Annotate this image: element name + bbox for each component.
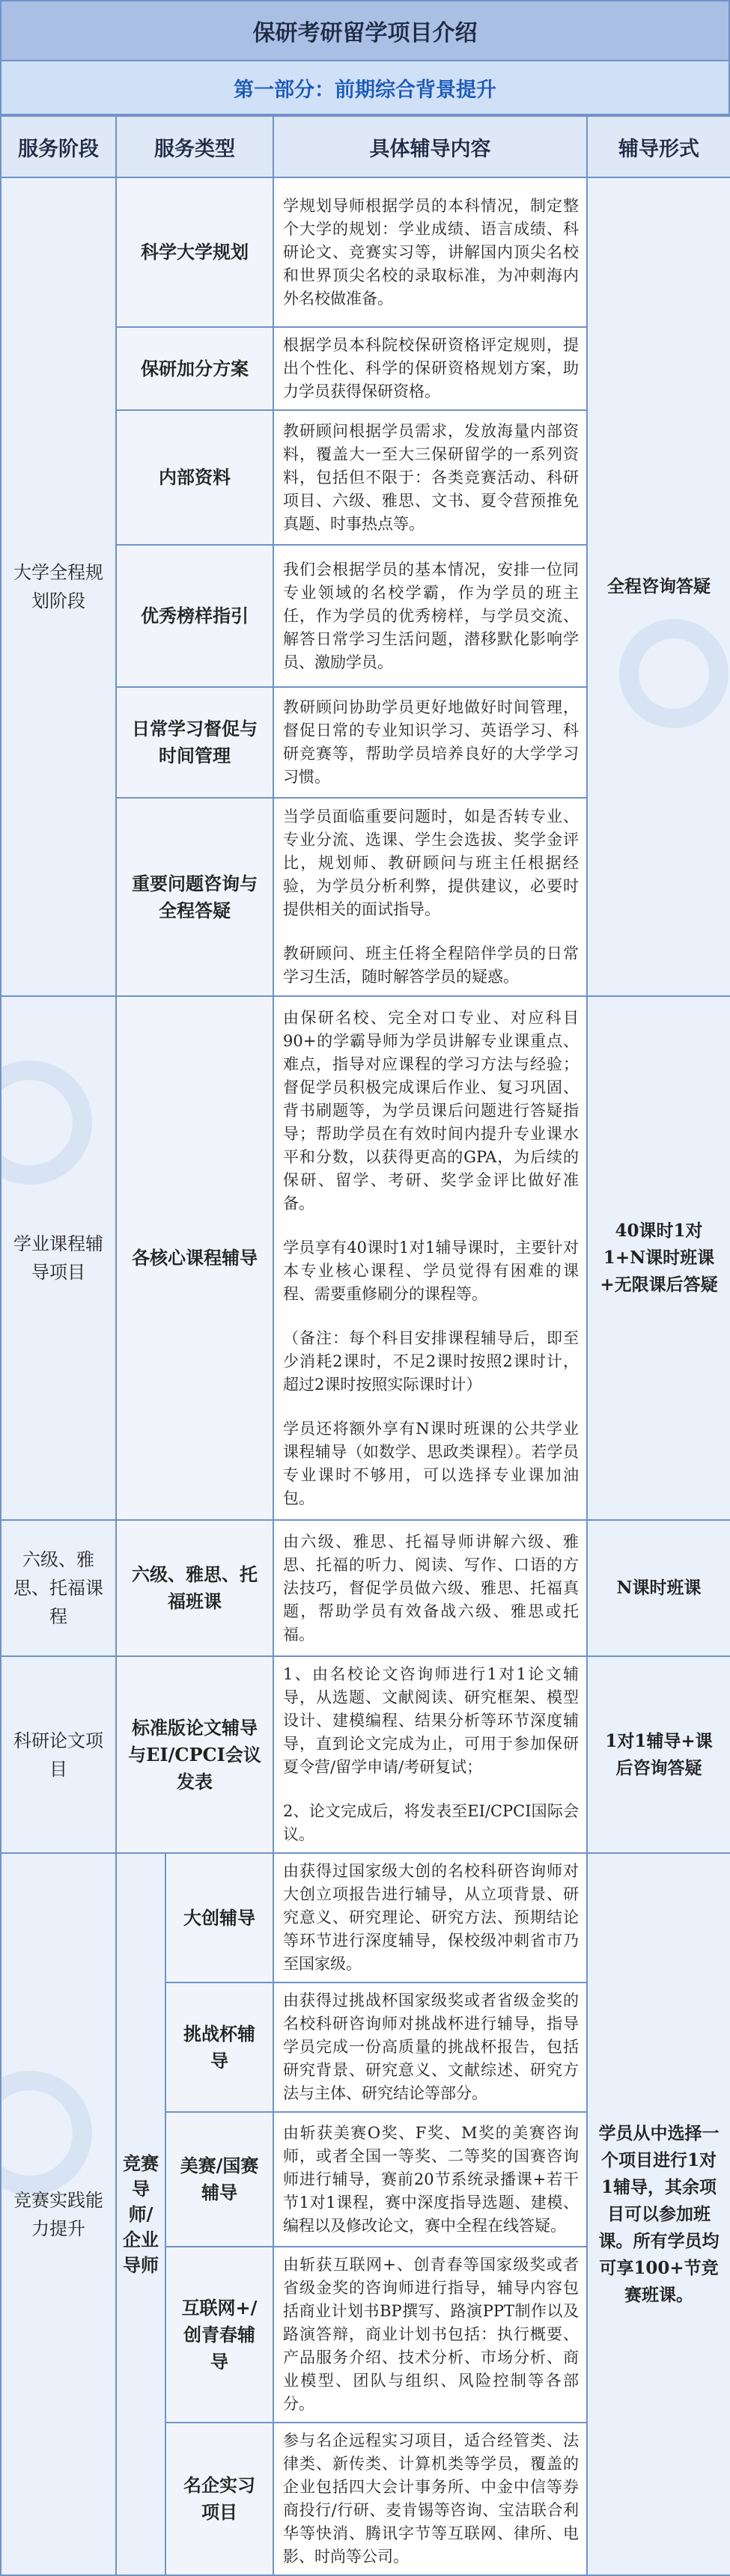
type-cell: 内部资料 — [116, 410, 273, 545]
type-cell: 科学大学规划 — [116, 177, 273, 327]
content-cell — [273, 798, 587, 996]
table-header-row — [1, 116, 730, 177]
service-table — [0, 115, 730, 2576]
table-row — [1, 1853, 730, 1983]
type-cell: 日常学习督促与时间管理 — [116, 687, 273, 798]
content-cell — [273, 1656, 587, 1853]
content-cell — [273, 1520, 587, 1656]
section-title: 第一部分：前期综合背景提升 — [0, 61, 730, 115]
type-cell: 各核心课程辅导 — [116, 996, 273, 1520]
content-cell — [273, 177, 587, 327]
form-cell-research: 1对1辅导+课后咨询答疑 — [587, 1656, 730, 1853]
stage-cell-planning: 大学全程规划阶段 — [1, 177, 116, 996]
stage-cell-research: 科研论文项目 — [1, 1656, 116, 1853]
content-text: （备注：每个科目安排课程辅导后，即至少消耗2课时，不足2课时按照2课时计，超过2课时按照实际课时计） — [283, 1328, 579, 1394]
content-text: 当学员面临重要问题时，如是否转专业、专业分流、选课、学生会选拔、奖学金评比，规划师、教研顾问与班主任根据经验，为学员分析利弊，提供建议，必要时提供相关的面试指导。 — [283, 808, 579, 918]
content-cell — [273, 545, 587, 687]
content-cell — [273, 1853, 587, 1983]
content-text: 1、由名校论文咨询师进行1对1论文辅导，从选题、文献阅读、研究框架、模型设计、建模编程、结果分析等环节深度辅导，直到论文完成为止，可用于参加保研夏令营/留学申请/考研复试； — [283, 1665, 579, 1776]
type-cell: 大创辅导 — [165, 1853, 273, 1983]
header-content: 具体辅导内容 — [273, 116, 587, 177]
form-cell-language: N课时班课 — [587, 1520, 730, 1656]
header-form: 辅导形式 — [587, 116, 730, 177]
content-cell — [273, 2112, 587, 2247]
content-text: 由斩获互联网+、创青春等国家级奖或者省级金奖的咨询师进行指导，辅导内容包括商业计划书BP撰写、路演PPT制作以及路演答辩，商业计划书包括：执行概要、产品服务介绍、技术分析、市场分析、商业模型、团队与组织、风险控制等各部分。 — [283, 2256, 579, 2413]
type-cell: 重要问题咨询与全程答疑 — [116, 798, 273, 996]
content-text: 学员还将额外享有N课时班课的公共学业课程辅导（如数学、思政类课程）。若学员专业课时不够用，可以选择专业课加油包。 — [283, 1419, 579, 1507]
type-cell: 优秀榜样指引 — [116, 545, 273, 687]
content-text: 学员享有40课时1对1辅导课时，主要针对本专业核心课程、学员觉得有困难的课程、需要重修刷分的课程等。 — [283, 1238, 579, 1303]
type-cell: 互联网+/创青春辅导 — [165, 2247, 273, 2423]
content-text: 由获得过国家级大创的名校科研咨询师对大创立项报告进行辅导，从立项背景、研究意义、研究理论、研究方法、预期结论等环节进行深度辅导，保校级冲刺省市乃至国家级。 — [283, 1862, 579, 1973]
type-cell: 六级、雅思、托福班课 — [116, 1520, 273, 1656]
content-text: 我们会根据学员的基本情况，安排一位同专业领域的名校学霸，作为学员的班主任，作为学员的优秀榜样，与学员交流、解答日常学习生活问题，潜移默化影响学员、激励学员。 — [283, 560, 579, 671]
stage-cell-competition: 竞赛实践能力提升 — [1, 1853, 116, 2575]
page-title: 保研考研留学项目介绍 — [0, 0, 730, 61]
form-cell-courses: 40课时1对1+N课时班课+无限课后答疑 — [587, 996, 730, 1520]
table-row — [1, 1656, 730, 1853]
content-text: 2、论文完成后，将发表至EI/CPCI国际会议。 — [283, 1802, 579, 1843]
header-type: 服务类型 — [116, 116, 273, 177]
form-cell-planning: 全程咨询答疑 — [587, 177, 730, 996]
content-cell — [273, 687, 587, 798]
type-cell: 标准版论文辅导与EI/CPCI会议发表 — [116, 1656, 273, 1853]
content-text: 由保研名校、完全对口专业、对应科目90+的学霸导师为学员讲解专业课重点、难点，指导对应课程的学习方法与经验；督促学员积极完成课后作业、复习巩固、背书刷题等，为学员课后问题进行答疑指导；帮助学员在有效时间内提升专业课水平和分数，以获得更高的GPA，为后续的保研、留学、考研、奖学金评比做好准备。 — [283, 1008, 579, 1212]
content-text: 学规划导师根据学员的本科情况，制定整个大学的规划：学业成绩、语言成绩、科研论文、竞赛实习等，讲解国内顶尖名校和世界顶尖名校的录取标准，为冲刺海内外名校做准备。 — [283, 196, 579, 308]
content-cell — [273, 2423, 587, 2575]
group-cell-mentors: 竞赛导师/企业导师 — [116, 1853, 165, 2575]
content-text: 教研顾问协助学员更好地做好时间管理，督促日常的专业知识学习、英语学习、科研竞赛等，帮助学员培养良好的大学学习习惯。 — [283, 698, 579, 786]
stage-cell-language: 六级、雅思、托福课程 — [1, 1520, 116, 1656]
content-text: 由获得过挑战杯国家级奖或者省级金奖的名校科研咨询师对挑战杯进行辅导，指导学员完成一份高质量的挑战杯报告，包括研究背景、研究意义、文献综述、研究方法与主体、研究结论等部分。 — [283, 1991, 579, 2102]
type-cell: 保研加分方案 — [116, 327, 273, 410]
type-cell: 挑战杯辅导 — [165, 1983, 273, 2112]
table-row — [1, 996, 730, 1520]
content-text: 教研顾问根据学员需求，发放海量内部资料，覆盖大一至大三保研留学的一系列资料，包括但不限于：各类竞赛活动、科研项目、六级、雅思、文书、夏令营预推免真题、时事热点等。 — [283, 421, 579, 533]
content-text: 由六级、雅思、托福导师讲解六级、雅思、托福的听力、阅读、写作、口语的方法技巧，督促学员做六级、雅思、托福真题，帮助学员有效备战六级、雅思或托福。 — [283, 1532, 579, 1643]
type-cell: 美赛/国赛辅导 — [165, 2112, 273, 2247]
content-cell — [273, 2247, 587, 2423]
content-text: 由斩获美赛O奖、F奖、M奖的美赛咨询师，或者全国一等奖、二等奖的国赛咨询师进行辅导，赛前20节系统录播课+若干节1对1课程，赛中深度指导选题、建模、编程以及修改论文，赛中全程在线答疑。 — [283, 2123, 579, 2235]
content-text: 根据学员本科院校保研资格评定规则，提出个性化、科学的保研资格规划方案，助力学员获得保研资格。 — [283, 336, 579, 400]
form-cell-competition: 学员从中选择一个项目进行1对1辅导，其余项目可以参加班课。所有学员均可享100+节竞赛班课。 — [587, 1853, 730, 2575]
content-cell — [273, 327, 587, 410]
table-row — [1, 1520, 730, 1656]
content-cell — [273, 996, 587, 1520]
type-cell: 名企实习项目 — [165, 2423, 273, 2575]
content-text: 参与名企远程实习项目，适合经管类、法律类、新传类、计算机类等学员，覆盖的企业包括四大会计事务所、中金中信等券商投行/行研、麦肯锡等咨询、宝洁联合利华等快消、腾讯字节等互联网、律所、电影、时尚等公司。 — [283, 2432, 579, 2566]
header-stage: 服务阶段 — [1, 116, 116, 177]
stage-cell-courses: 学业课程辅导项目 — [1, 996, 116, 1520]
table-row — [1, 177, 730, 327]
content-cell — [273, 410, 587, 545]
content-text: 教研顾问、班主任将全程陪伴学员的日常学习生活，随时解答学员的疑惑。 — [283, 944, 579, 986]
content-cell — [273, 1983, 587, 2112]
